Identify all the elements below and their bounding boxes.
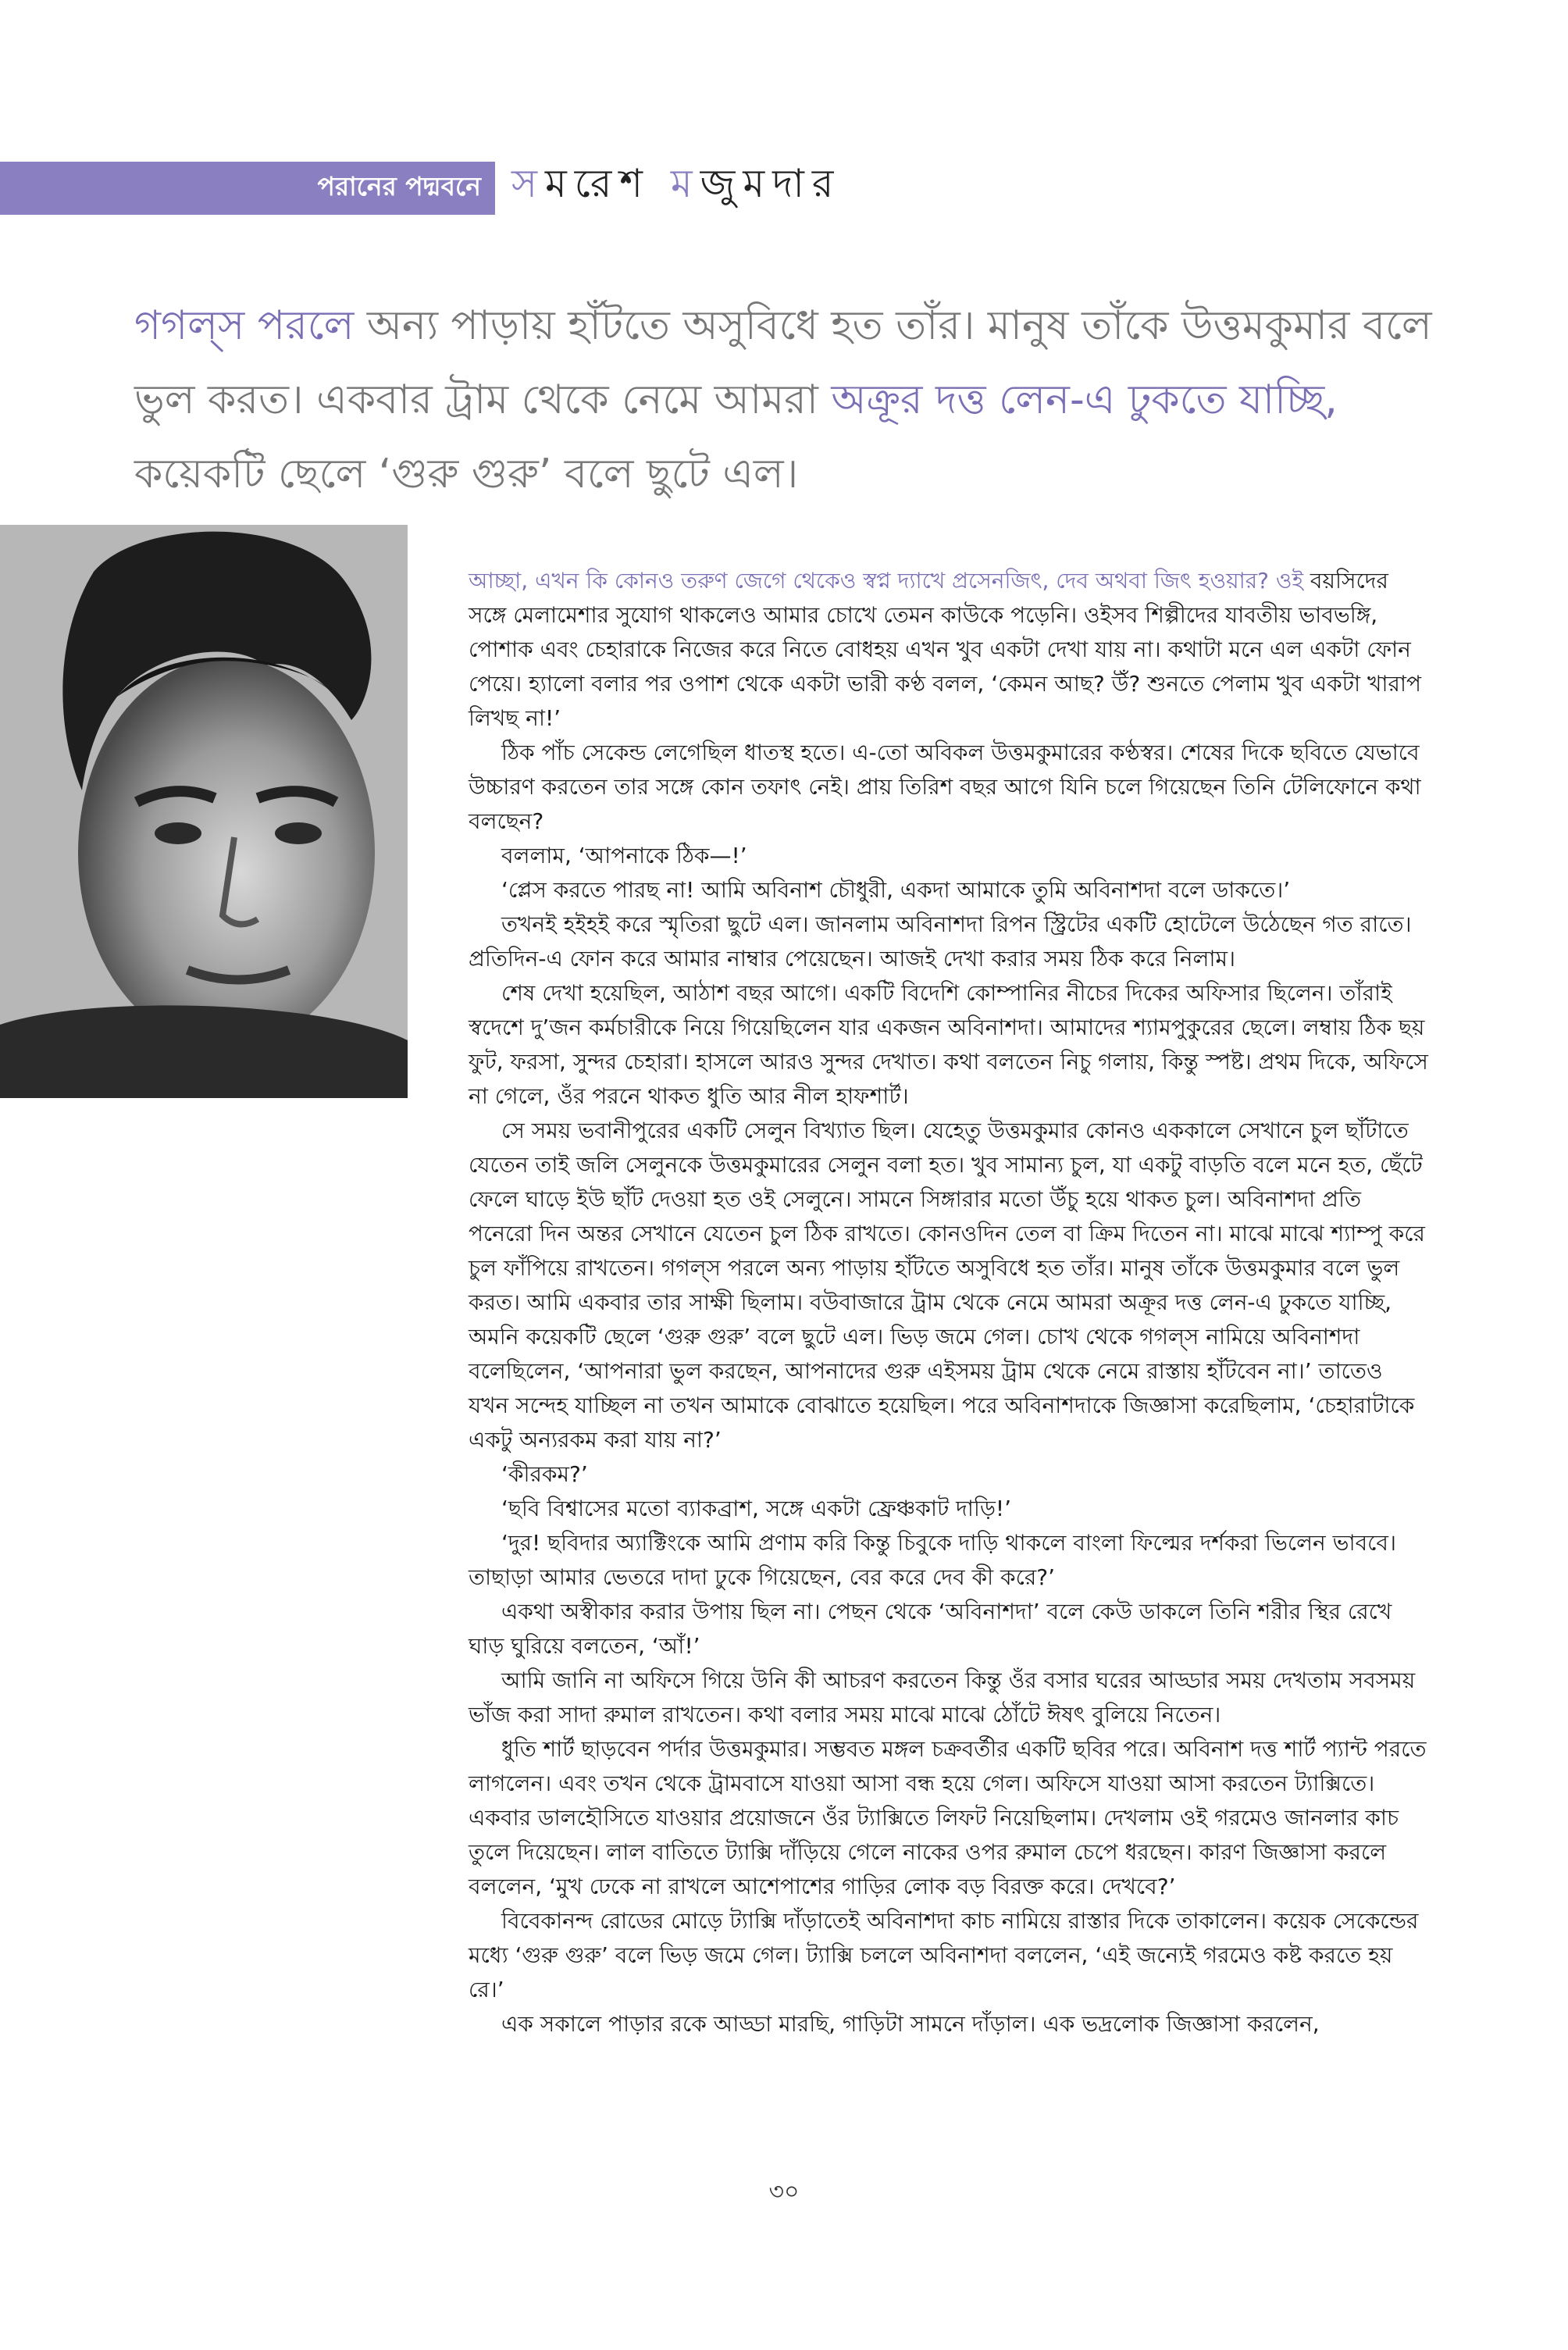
author-portrait <box>0 525 408 1098</box>
author-rest-1: মরেশ <box>545 161 650 206</box>
section-band <box>0 162 495 215</box>
portrait-illustration <box>0 525 408 1098</box>
article-paragraph: এক সকালে পাড়ার রকে আড্ডা মারছি, গাড়িটা সামনে দাঁড়াল। এক ভদ্রলোক জিজ্ঞাসা করলেন, <box>501 2011 1320 2037</box>
pull-quote <box>134 289 1446 512</box>
article-paragraph: ধুতি শার্ট ছাড়বেন পর্দার উত্তমকুমার। সম্ভবত মঙ্গল চক্রবর্তীর একটি ছবির পরে। অবিনাশ দত্ত শার্ট প্যান্ট পরতে লাগলেন। এবং তখন থেকে ট্রামবাসে যাওয়া আসা বন্ধ হয়ে গেল। অফিসে যাওয়া আসা করতেন ট্যাক্সিতে। একবার ডালহৌসিতে যাওয়ার প্রয়োজনে ওঁর ট্যাক্সিতে লিফট নিয়েছিলাম। দেখলাম ওই গরমেও জানলার কাচ তুলে দিয়েছেন। লাল বাতিতে ট্যাক্সি দাঁড়িয়ে গেলে নাকের ওপর রুমাল চেপে ধরছেন। কারণ জিজ্ঞাসা করলে বললেন, ‘মুখ ঢেকে না রাখলে আশেপাশের গাড়ির লোক বড় বিরক্ত করে। দেখবে?’ <box>469 1736 1427 1899</box>
article-paragraph: ‘কীরকম?’ <box>501 1461 588 1487</box>
article-paragraph: বিবেকানন্দ রোডের মোড়ে ট্যাক্সি দাঁড়াতেই অবিনাশদা কাচ নামিয়ে রাস্তার দিকে তাকালেন। কয়েক সেকেন্ডের মধ্যে ‘গুরু গুরু’ বলে ভিড় জমে গেল। ট্যাক্সি চললে অবিনাশদা বললেন, ‘এই জন্যেই গরমেও কষ্ট করতে হয় রে।’ <box>469 1908 1419 2002</box>
page-number: ৩০ <box>768 2178 800 2206</box>
pull-quote-text-1: অন্য পাড়ায় হাঁটতে অসুবিধে হত তাঁর। মানুষ তাঁকে উত্তমকুমার বলে ভুল করত। একবার ট্রাম থেকে নেমে আমরা <box>134 302 1432 423</box>
author-initial-2: ম <box>670 161 700 206</box>
article-paragraph: ‘প্লেস করতে পারছ না! আমি অবিনাশ চৌধুরী, একদা আমাকে তুমি অবিনাশদা বলে ডাকতে।’ <box>501 877 1291 903</box>
article-paragraph: ‘ছবি বিশ্বাসের মতো ব্যাকব্রাশ, সঙ্গে একটা ফ্রেঞ্চকাট দাড়ি!’ <box>501 1496 1012 1521</box>
article-paragraph-1-text: বয়সিদের সঙ্গে মেলামেশার সুযোগ থাকলেও আমার চোখে তেমন কাউকে পড়েনি। ওইসব শিল্পীদের যাবতীয় ভাবভঙ্গি, পোশাক এবং চেহারাকে নিজের করে নিতে বোধহয় এখন খুব একটা দেখা যায় না। কথাটা মনে এল একটা ফোন পেয়ে। হ্যালো বলার পর ওপাশ থেকে একটা ভারী কণ্ঠ বলল, ‘কেমন আছ? উঁ? শুনতে পেলাম খুব একটা খারাপ লিখছ না!’ <box>469 568 1422 731</box>
article-paragraph: শেষ দেখা হয়েছিল, আঠাশ বছর আগে। একটি বিদেশি কোম্পানির নীচের দিকের অফিসার ছিলেন। তাঁরাই স্বদেশে দু’জন কর্মচারীকে নিয়ে গিয়েছিলেন যার একজন অবিনাশদা। আমাদের শ্যামপুকুরের ছেলে। লম্বায় ঠিক ছয় ফুট, ফরসা, সুন্দর চেহারা। হাসলে আরও সুন্দর দেখাত। কথা বলতেন নিচু গলায়, কিন্তু স্পষ্ট। প্রথম দিকে, অফিসে না গেলে, ওঁর পরনে থাকত ধুতি আর নীল হাফশার্ট। <box>469 980 1428 1109</box>
section-label: পরানের পদ্মবনে <box>317 171 481 201</box>
author-rest-2: জুমদার <box>700 161 842 206</box>
article-paragraph: ‘দুর! ছবিদার অ্যাক্টিংকে আমি প্রণাম করি কিন্তু চিবুকে দাড়ি থাকলে বাংলা ফিল্মের দর্শকরা ভিলেন ভাববে। তাছাড়া আমার ভেতরে দাদা ঢুকে গিয়েছেন, বের করে দেব কী করে?’ <box>469 1530 1397 1590</box>
pull-quote-text-2: কয়েকটি ছেলে ‘গুরু গুরু’ বলে ছুটে এল। <box>134 451 799 497</box>
article-paragraph-1 <box>469 564 1429 736</box>
author-initial-1: স <box>511 161 546 206</box>
pull-quote-highlight-1: গগল্‌স পরলে <box>134 302 355 349</box>
article-paragraph: বললাম, ‘আপনাকে ঠিক—!’ <box>501 843 747 868</box>
article-paragraph: সে সময় ভবানীপুরের একটি সেলুন বিখ্যাত ছিল। যেহেতু উত্তমকুমার কোনও এককালে সেখানে চুল ছাঁটাতে যেতেন তাই জলি সেলুনকে উত্তমকুমারের সেলুন বলা হত। খুব সামান্য চুল, যা একটু বাড়তি বলে মনে হত, ছেঁটে ফেলে ঘাড়ে ইউ ছাঁট দেওয়া হত ওই সেলুনে। সামনে সিঙ্গারার মতো উঁচু হয়ে থাকত চুল। অবিনাশদা প্রতি পনেরো দিন অন্তর সেখানে যেতেন চুল ঠিক রাখতে। কোনওদিন তেল বা ক্রিম দিতেন না। মাঝে মাঝে শ্যাম্পু করে চুল ফাঁপিয়ে রাখতেন। গগল্‌স পরলে অন্য পাড়ায় হাঁটতে অসুবিধে হত তাঁর। মানুষ তাঁকে উত্তমকুমার বলে ভুল করত। আমি একবার তার সাক্ষী ছিলাম। বউবাজারে ট্রাম থেকে নেমে আমরা অক্রূর দত্ত লেন-এ ঢুকতে যাচ্ছি, অমনি কয়েকটি ছেলে ‘গুরু গুরু’ বলে ছুটে এল। ভিড় জমে গেল। চোখ থেকে গগল্‌স নামিয়ে অবিনাশদা বলেছিলেন, ‘আপনারা ভুল করছেন, আপনাদের গুরু এইসময় ট্রাম থেকে নেমে রাস্তায় হাঁটবেন না।’ তাতেও যখন সন্দেহ যাচ্ছিল না তখন আমাকে বোঝাতে হয়েছিল। পরে অবিনাশদাকে জিজ্ঞাসা করেছিলাম, ‘চেহারাটাকে একটু অন্যরকম করা যায় না?’ <box>469 1118 1425 1453</box>
article-paragraph: তখনই হইহই করে স্মৃতিরা ছুটে এল। জানলাম অবিনাশদা রিপন স্ট্রিটের একটি হোটেলে উঠেছেন গত রাতে। প্রতিদিন-এ ফোন করে আমার নাম্বার পেয়েছেন। আজই দেখা করার সময় ঠিক করে নিলাম। <box>469 911 1412 972</box>
pull-quote-highlight-2: অক্রূর দত্ত লেন-এ ঢুকতে যাচ্ছি, <box>831 376 1338 423</box>
article-paragraph: একথা অস্বীকার করার উপায় ছিল না। পেছন থেকে ‘অবিনাশদা’ বলে কেউ ডাকলে তিনি শরীর স্থির রেখে ঘাড় ঘুরিয়ে বলতেন, ‘আঁ!’ <box>469 1599 1392 1659</box>
article-paragraph: আমি জানি না অফিসে গিয়ে উনি কী আচরণ করতেন কিন্তু ওঁর বসার ঘরের আড্ডার সময় দেখতাম সবসময় ভাঁজ করা সাদা রুমাল রাখতেন। কথা বলার সময় মাঝে মাঝে ঠোঁটে ঈষৎ বুলিয়ে নিতেন। <box>469 1667 1416 1728</box>
article-paragraph: ঠিক পাঁচ সেকেন্ড লেগেছিল ধাতস্থ হতে। এ-তো অবিকল উত্তমকুমারের কণ্ঠস্বর। শেষের দিকে ছবিতে যেভাবে উচ্চারণ করতেন তার সঙ্গে কোন তফাৎ নেই। প্রায় তিরিশ বছর আগে যিনি চলে গিয়েছেন তিনি টেলিফোনে কথা বলছেন? <box>469 740 1421 834</box>
author-byline <box>511 155 841 219</box>
article-body <box>469 564 1429 2042</box>
article-lead: আচ্ছা, এখন কি কোনও তরুণ জেগে থেকেও স্বপ্ন দ্যাখে প্রসেনজিৎ, দেব অথবা জিৎ হওয়ার? ওই <box>469 568 1304 594</box>
